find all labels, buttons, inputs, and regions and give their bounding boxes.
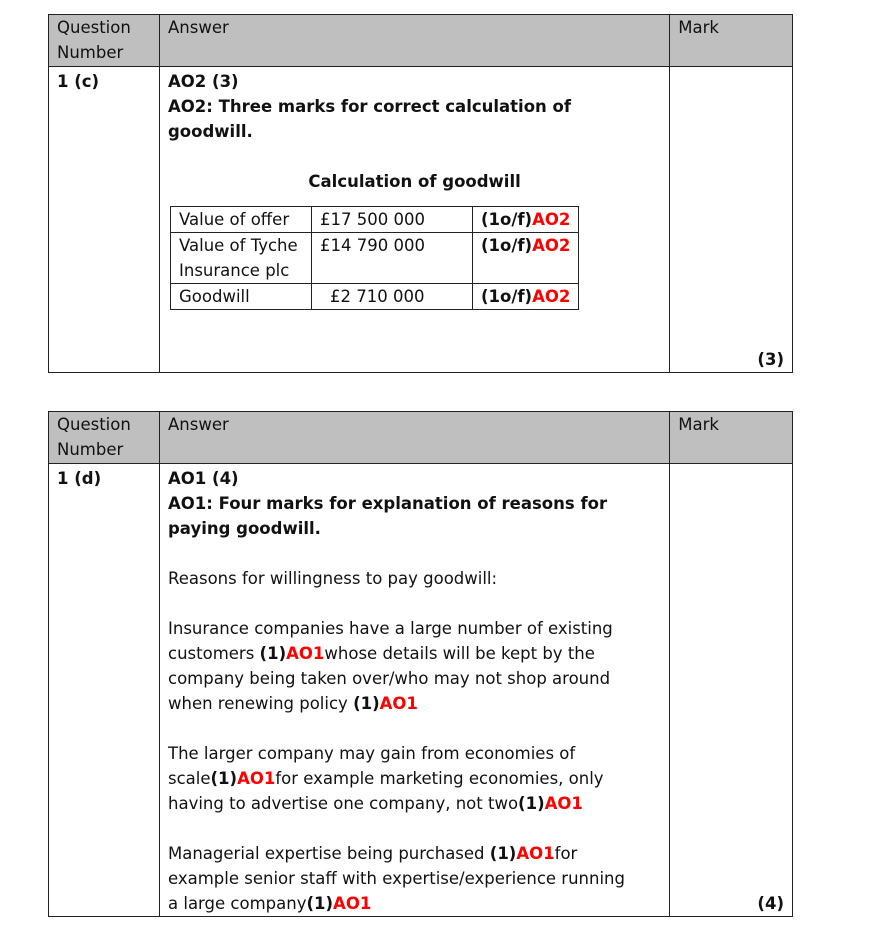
assessment-objective: AO1: [237, 769, 276, 788]
assessment-objective: AO1: [544, 794, 583, 813]
answer-text: having to advertise one company, not two: [168, 794, 519, 813]
mark-code: (1o/f): [481, 236, 533, 255]
answer-line: [168, 891, 661, 916]
answer-line: [168, 791, 661, 816]
mark-header: Mark: [670, 412, 793, 464]
answer-line: [168, 466, 661, 491]
answer-text: when renewing policy: [168, 694, 354, 713]
mark-code: (1o/f): [481, 287, 533, 306]
total-mark: (3): [757, 350, 784, 369]
question-number-header: [49, 15, 160, 67]
calc-label-line: Goodwill: [179, 287, 250, 306]
bold-text: (1): [210, 769, 238, 788]
answer-text: The larger company may gain from economies of: [168, 744, 576, 763]
answer-header: Answer: [160, 15, 670, 67]
calc-label-line: Insurance plc: [179, 261, 290, 280]
calc-row: [171, 284, 579, 310]
answer-text: a large company: [168, 894, 307, 913]
answer-line: [168, 491, 661, 516]
mark-scheme-table-1d: [48, 411, 793, 917]
mark-scheme-table-1c: [48, 14, 793, 373]
bold-text: AO1 (4): [168, 469, 239, 488]
answer-line: [168, 841, 661, 866]
assessment-objective: AO1: [333, 894, 372, 913]
assessment-objective: AO2: [532, 210, 571, 229]
bold-text: (1): [306, 894, 334, 913]
calc-label-line: Value of Tyche: [179, 236, 298, 255]
answer-line: AO2: Three marks for correct calculation of: [168, 97, 572, 116]
answer-cell: [160, 67, 670, 373]
answer-cell: [160, 464, 670, 917]
assessment-objective: AO2: [532, 287, 571, 306]
mark-header: Mark: [670, 15, 793, 67]
assessment-objective: AO1: [286, 644, 325, 663]
mark-cell: [670, 67, 793, 373]
answer-line: [168, 566, 661, 591]
answer-row: [49, 464, 793, 917]
answer-text: for example marketing economies, only: [275, 769, 604, 788]
answer-text: Managerial expertise being purchased: [168, 844, 490, 863]
answer-line: [168, 766, 661, 791]
total-mark: (4): [757, 894, 784, 913]
calc-value: £2 710 000: [312, 284, 473, 310]
header-row: [49, 412, 793, 464]
bold-text: paying goodwill.: [168, 519, 321, 538]
answer-text: whose details will be kept by the: [324, 644, 595, 663]
header-text: Question: [57, 18, 131, 37]
mark-cell: [670, 464, 793, 917]
answer-line: [168, 641, 661, 666]
answer-line: [168, 516, 661, 541]
question-number: 1 (d): [49, 464, 160, 917]
answer-line: goodwill.: [168, 122, 253, 141]
bold-text: (1): [259, 644, 287, 663]
calc-value: £14 790 000: [312, 233, 473, 284]
answer-text: Insurance companies have a large number of existing: [168, 619, 613, 638]
bold-text: (1): [518, 794, 545, 813]
answer-header: Answer: [160, 412, 670, 464]
answer-text: Reasons for willingness to pay goodwill:: [168, 569, 498, 588]
calc-label: [171, 207, 312, 233]
answer-text: scale: [168, 769, 211, 788]
answer-text: for: [554, 844, 578, 863]
answer-line: [168, 866, 661, 891]
header-row: [49, 15, 793, 67]
calc-value: £17 500 000: [312, 207, 473, 233]
header-text: Number: [57, 440, 124, 459]
assessment-objective: AO1: [516, 844, 555, 863]
header-text: Number: [57, 43, 124, 62]
calc-label: [171, 284, 312, 310]
calc-label: [171, 233, 312, 284]
answer-text: customers: [168, 644, 260, 663]
calc-mark: [473, 284, 579, 310]
assessment-objective: AO2: [532, 236, 571, 255]
answer-line: AO2 (3): [168, 72, 239, 91]
answer-line: [168, 691, 661, 716]
bold-text: AO1: Four marks for explanation of reasons for: [168, 494, 608, 513]
answer-text: example senior staff with expertise/experience running: [168, 869, 625, 888]
answer-text: company being taken over/who may not shop around: [168, 669, 611, 688]
assessment-objective: AO1: [379, 694, 418, 713]
question-number: 1 (c): [49, 67, 160, 373]
calc-mark: [473, 207, 579, 233]
calc-mark: [473, 233, 579, 284]
calc-row: [171, 233, 579, 284]
question-number-header: [49, 412, 160, 464]
calculation-title: Calculation of goodwill: [308, 172, 521, 191]
answer-line: [168, 741, 661, 766]
bold-text: (1): [489, 844, 517, 863]
answer-row: [49, 67, 793, 373]
answer-line: [168, 616, 661, 641]
bold-text: (1): [353, 694, 380, 713]
goodwill-calculation-table: [170, 206, 579, 310]
answer-line: [168, 666, 661, 691]
calc-row: [171, 207, 579, 233]
calc-label-line: Value of offer: [179, 210, 290, 229]
mark-code: (1o/f): [481, 210, 533, 229]
header-text: Question: [57, 415, 131, 434]
